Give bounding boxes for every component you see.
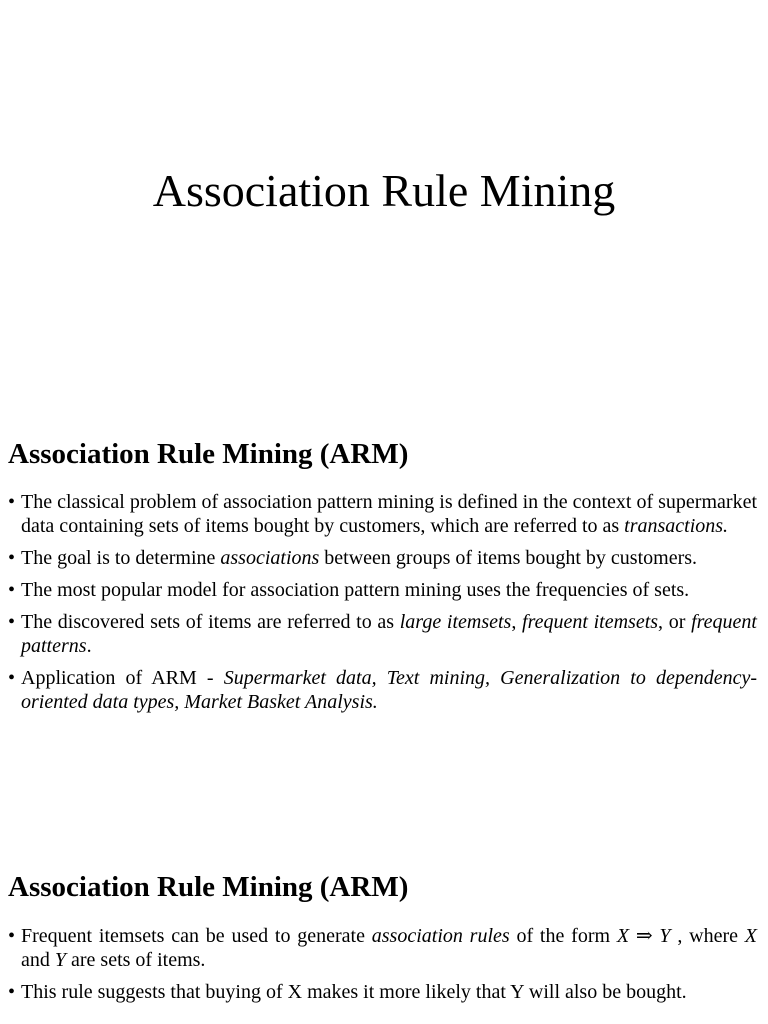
bullet-mark: • [8, 491, 16, 513]
bullet-list [8, 924, 757, 1004]
list-item [8, 666, 757, 714]
text-run: , [511, 611, 523, 633]
variable-y: Y [54, 949, 67, 971]
emphasis-term: associations [220, 547, 320, 569]
bullet-list [8, 490, 757, 714]
variable-y: Y [659, 925, 671, 947]
bullet-text [21, 611, 757, 657]
section-heading: Association Rule Mining (ARM) [8, 438, 409, 470]
text-run: . [86, 635, 92, 657]
text-run: The discovered sets of items are referred to as [21, 611, 400, 633]
emphasis-term: large itemsets [399, 611, 512, 633]
text-run: The classical problem of association pattern mining is defined in the context of supermarket data containing sets of items bought by customers, which are referred to as [21, 491, 757, 537]
emphasis-term: Supermarket data, Text mining, Generalization to dependency-oriented data types, Market Basket Analysis. [21, 667, 758, 713]
list-item [8, 546, 757, 570]
bullet-text [21, 925, 757, 971]
section-arm-rules [8, 870, 757, 1004]
emphasis-term: frequent patterns [21, 611, 757, 657]
text-run: , where [670, 925, 745, 947]
list-item [8, 980, 757, 1004]
bullet-mark: • [8, 925, 16, 947]
variable-x: X [616, 925, 630, 947]
text-run: , or [658, 611, 692, 633]
implies-symbol: ⇒ [629, 925, 660, 947]
emphasis-term: association rules [371, 925, 510, 947]
emphasis-term: frequent itemsets [522, 611, 659, 633]
text-run: Application of ARM - [21, 667, 224, 689]
bullet-mark: • [8, 547, 16, 569]
bullet-mark: • [8, 981, 16, 1003]
text-run: The most popular model for association pattern mining uses the frequencies of sets. [21, 579, 690, 601]
text-run: and [21, 949, 55, 971]
emphasis-term: transactions. [624, 515, 729, 537]
text-run: between groups of items bought by customers. [319, 547, 698, 569]
text-run: are sets of items. [66, 949, 206, 971]
text-run: Frequent itemsets can be used to generate [21, 925, 372, 947]
section-arm-definition [8, 437, 757, 714]
bullet-text [21, 579, 689, 601]
bullet-mark: • [8, 611, 16, 633]
bullet-text [21, 491, 757, 537]
bullet-mark: • [8, 579, 16, 601]
bullet-mark: • [8, 667, 16, 689]
text-run: The goal is to determine [21, 547, 221, 569]
list-item [8, 490, 757, 538]
section-heading: Association Rule Mining (ARM) [8, 871, 409, 903]
list-item [8, 610, 757, 658]
text-run: of the form [509, 925, 617, 947]
page-title: Association Rule Mining [152, 165, 616, 216]
bullet-text [21, 667, 757, 713]
text-run: This rule suggests that buying of X makes it more likely that Y will also be bought. [21, 981, 687, 1003]
list-item [8, 578, 757, 602]
bullet-text [21, 981, 687, 1003]
variable-x: X [744, 925, 758, 947]
bullet-text [21, 547, 697, 569]
list-item [8, 924, 757, 972]
